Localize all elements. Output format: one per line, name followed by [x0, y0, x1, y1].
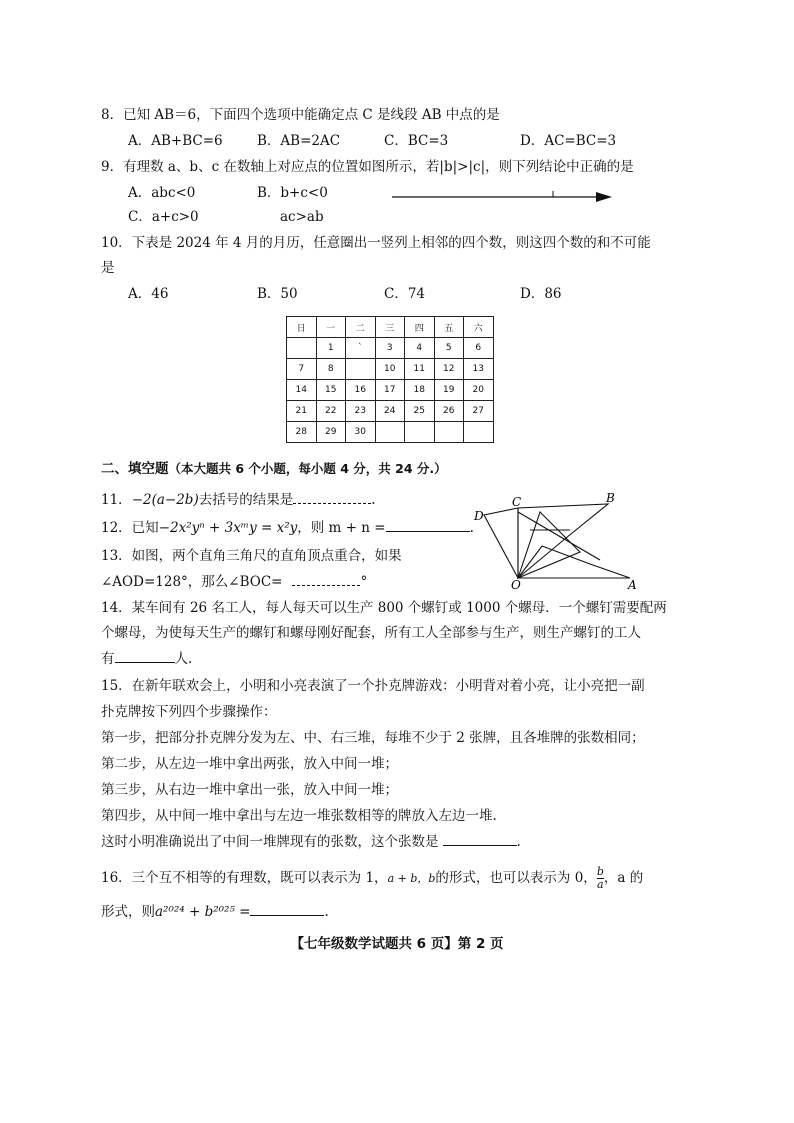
question-16-text-e: 形式，则 [101, 904, 155, 920]
question-16-line-1 [101, 866, 643, 891]
label-d: D [474, 509, 484, 523]
calendar-cell: 14 [287, 380, 317, 401]
label-c: C [512, 495, 522, 509]
label-a: A [628, 578, 637, 590]
calendar-cell: 21 [287, 401, 317, 422]
question-15-end: . [516, 834, 521, 850]
calendar-cell: 11 [405, 359, 435, 380]
calendar-cell [464, 422, 494, 443]
question-16-fraction [597, 866, 604, 891]
calendar-header: 二 [346, 317, 376, 338]
upper-inner-triangle [518, 512, 580, 578]
question-15-text: 这时小明准确说出了中间一堆牌现有的张数，这个张数是 [101, 834, 439, 850]
question-9-option-c: C．a+c>0 [128, 209, 199, 225]
calendar-table [286, 316, 494, 443]
calendar-cell: 23 [346, 401, 376, 422]
left-triangle-ruler [484, 508, 518, 578]
question-15-line-1: 15．在新年联欢会上，小明和小亮表演了一个扑克牌游戏：小明背对着小亮，让小亮把一副 [101, 678, 645, 694]
question-16-text-c: 的形式，也可以表示为 0， [435, 870, 597, 886]
calendar-cell: 22 [316, 401, 346, 422]
question-8-option-a: A．AB+BC=6 [128, 133, 223, 149]
question-8-option-b: B．AB=2AC [257, 133, 341, 149]
question-13-line-2 [101, 573, 367, 591]
question-14-answer-blank[interactable] [115, 650, 175, 663]
question-13-line-1: 13．如图，两个直角三角尺的直角顶点重合，如果 [101, 548, 402, 564]
calendar-row [287, 338, 494, 359]
calendar-cell: 18 [405, 380, 435, 401]
question-15-line-2: 扑克牌按下列四个步骤操作： [101, 704, 277, 720]
question-16-answer-blank[interactable] [250, 903, 324, 916]
calendar-cell: 30 [346, 422, 376, 443]
question-12 [101, 519, 474, 537]
top-triangle-ruler [518, 504, 608, 578]
calendar-cell: 27 [464, 401, 494, 422]
question-14-line-3 [101, 650, 192, 668]
calendar-row [287, 359, 494, 380]
calendar-cell: 24 [375, 401, 405, 422]
question-11-end: . [371, 492, 376, 508]
calendar-row [287, 422, 494, 443]
question-15-step-2: 第二步，从左边一堆中拿出两张，放入中间一堆； [101, 756, 398, 772]
section-2-heading [101, 460, 447, 478]
question-15-step-3: 第三步，从右边一堆中拿出一张，放入中间一堆； [101, 782, 398, 798]
calendar-cell: 4 [405, 338, 435, 359]
question-13-angle-text: ∠AOD=128°，那么∠BOC= [101, 574, 283, 590]
question-12-end: . [469, 520, 474, 536]
question-16-end: . [324, 904, 329, 920]
calendar-cell: 20 [464, 380, 494, 401]
calendar-header: 六 [464, 317, 494, 338]
calendar-header: 四 [405, 317, 435, 338]
calendar-cell [346, 359, 376, 380]
question-16-expression: a²⁰²⁴ + b²⁰²⁵ = [155, 904, 251, 920]
question-14-line-2: 个螺母，为使每天生产的螺钉和螺母刚好配套，所有工人全部参与生产，则生产螺钉的工人 [101, 625, 641, 641]
question-12-prefix: 12．已知 [101, 520, 159, 536]
section-2-title: 二、填空题 [101, 461, 169, 477]
calendar-cell: 26 [434, 401, 464, 422]
question-15-line-7 [101, 833, 521, 851]
calendar-header-row [287, 317, 494, 338]
question-15-step-1: 第一步，把部分扑克牌分发为左、中、右三堆，每堆不少于 2 张牌，且各堆牌的张数相同； [101, 730, 645, 746]
calendar-cell: 6 [464, 338, 494, 359]
question-11-number: 11． [101, 492, 132, 508]
calendar-header: 一 [316, 317, 346, 338]
fraction-numerator: b [596, 865, 604, 878]
question-14-line-1: 14．某车间有 26 名工人，每人每天可以生产 800 个螺钉或 1000 个螺母．一个螺钉需要配两 [101, 600, 667, 616]
calendar-cell: 25 [405, 401, 435, 422]
question-10-option-d: D．86 [520, 286, 562, 302]
calendar-row [287, 401, 494, 422]
calendar-row [287, 380, 494, 401]
calendar-cell: 12 [434, 359, 464, 380]
calendar-cell: 28 [287, 422, 317, 443]
calendar-cell: 16 [346, 380, 376, 401]
question-10-stem-cont: 是 [101, 260, 115, 276]
calendar-cell: 15 [316, 380, 346, 401]
question-12-answer-blank[interactable] [386, 519, 470, 532]
question-16-expr-ab: a + b，b [387, 872, 436, 885]
question-13-degree: ° [360, 574, 368, 590]
label-b: B [606, 491, 615, 505]
calendar-cell: 17 [375, 380, 405, 401]
number-line-arrow [596, 192, 612, 202]
question-9-option-a: A．abc<0 [128, 185, 196, 201]
question-9-option-b: B．b+c<0 [257, 185, 328, 201]
question-10-option-b: B．50 [257, 286, 298, 302]
calendar-header: 五 [434, 317, 464, 338]
question-11 [101, 491, 376, 509]
calendar-cell: 7 [287, 359, 317, 380]
question-11-expression: −2(a−2b) [131, 492, 199, 508]
calendar-cell: 19 [434, 380, 464, 401]
question-11-text: 去括号的结果是 [198, 492, 294, 508]
calendar-cell [287, 338, 317, 359]
calendar-header: 三 [375, 317, 405, 338]
label-o: O [511, 578, 521, 590]
calendar-cell: 8 [316, 359, 346, 380]
question-10-option-c: C．74 [384, 286, 426, 302]
calendar-cell: 29 [316, 422, 346, 443]
question-12-text: ，则 m + n = [297, 520, 386, 536]
question-12-expression: −2x²yⁿ + 3xᵐy = x²y [158, 520, 298, 536]
number-line-figure [390, 186, 615, 206]
calendar-cell: 13 [464, 359, 494, 380]
calendar-cell: 10 [375, 359, 405, 380]
question-8-stem: 8．已知 AB＝6，下面四个选项中能确定点 C 是线段 AB 中点的是 [101, 107, 500, 123]
question-9-option-d: ac>ab [280, 209, 324, 225]
right-triangle-ruler [518, 546, 630, 578]
question-14-prefix: 有 [101, 651, 115, 667]
question-8-option-c: C．BC=3 [384, 133, 449, 149]
calendar-cell [405, 422, 435, 443]
calendar-cell [375, 422, 405, 443]
question-10-option-a: A．46 [128, 286, 169, 302]
question-8-option-d: D．AC=BC=3 [520, 133, 617, 149]
fraction-denominator: a [597, 878, 604, 891]
calendar-header: 日 [287, 317, 317, 338]
calendar-cell [434, 422, 464, 443]
question-16-text-a: 16．三个互不相等的有理数，既可以表示为 1， [101, 870, 388, 886]
question-16-text-d: ，a 的 [603, 870, 644, 886]
question-13-answer-blank[interactable] [292, 573, 360, 586]
question-11-answer-blank[interactable] [293, 491, 371, 504]
question-9-stem: 9．有理数 a、b、c 在数轴上对应点的位置如图所示，若|b|>|c|，则下列结论中正确的是 [101, 159, 634, 175]
question-15-step-4: 第四步，从中间一堆中拿出与左边一堆张数相等的牌放入左边一堆. [101, 808, 497, 824]
calendar-cell: 5 [434, 338, 464, 359]
question-14-suffix: 人. [174, 651, 193, 667]
section-2-note: （本大题共 6 个小题，每小题 4 分，共 24 分.） [168, 461, 447, 476]
page-footer: 【七年级数学试题共 6 页】第 2 页 [290, 936, 504, 952]
calendar-cell: ` [346, 338, 376, 359]
calendar-cell: 3 [375, 338, 405, 359]
question-10-stem: 10．下表是 2024 年 4 月的月历，任意圈出一竖列上相邻的四个数，则这四个数的和不可能 [101, 235, 651, 251]
question-15-answer-blank[interactable] [443, 833, 517, 846]
question-16-line-2 [101, 903, 329, 921]
triangle-rulers-figure [470, 490, 645, 590]
calendar-cell: 1 [316, 338, 346, 359]
